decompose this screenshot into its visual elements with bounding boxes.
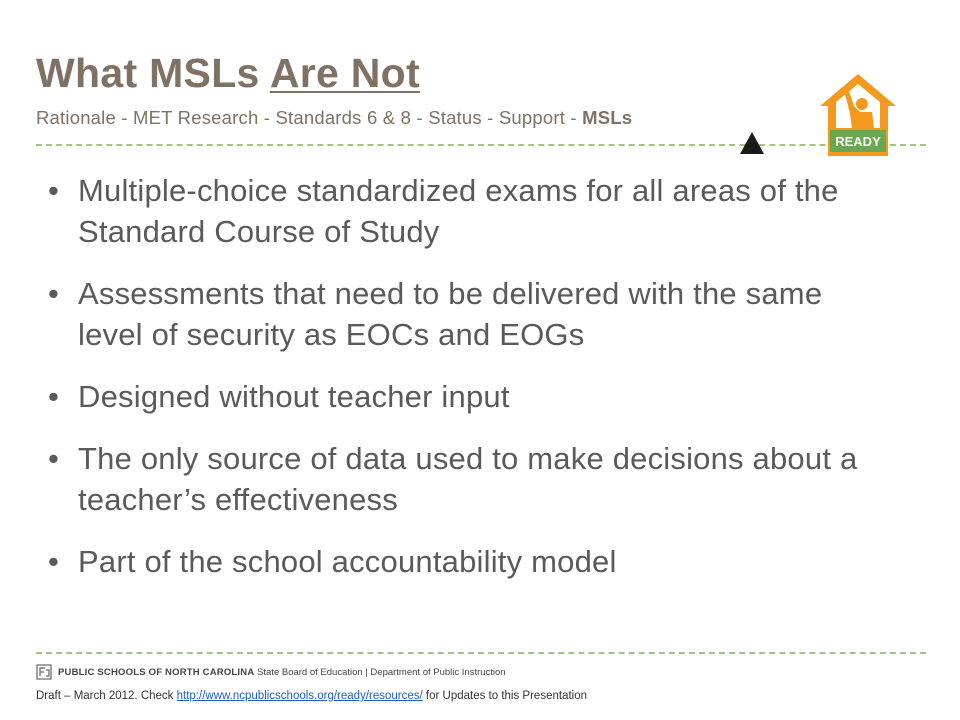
bullet-dot-icon: • bbox=[48, 379, 60, 414]
bullet-text: The only source of data used to make decisions about a teacher’s effectiveness bbox=[78, 441, 858, 517]
title-underlined: Are Not bbox=[269, 50, 420, 96]
bullet-dot-icon: • bbox=[48, 173, 60, 208]
bullet-item bbox=[48, 541, 888, 582]
top-divider bbox=[36, 144, 926, 146]
footer-org-departments: State Board of Education | Department of Public Instruction bbox=[254, 666, 506, 678]
student-head-icon bbox=[856, 98, 868, 110]
footer-org-text bbox=[58, 667, 506, 678]
breadcrumb bbox=[36, 107, 632, 129]
breadcrumb-active: MSLs bbox=[582, 107, 633, 128]
bullet-text: Designed without teacher input bbox=[78, 379, 510, 414]
bullet-dot-icon: • bbox=[48, 544, 60, 579]
draft-notice bbox=[36, 690, 587, 702]
breadcrumb-path: Rationale - MET Research - Standards 6 & 8 - Status - Support - bbox=[36, 107, 583, 128]
bullet-text: Assessments that need to be delivered with the same level of security as EOCs and EOGs bbox=[78, 276, 823, 352]
bullet-item bbox=[48, 170, 888, 252]
bullet-text: Part of the school accountability model bbox=[78, 544, 617, 579]
draft-suffix: for Updates to this Presentation bbox=[422, 690, 588, 702]
bullet-list bbox=[48, 170, 888, 603]
title-prefix: What MSLs bbox=[36, 50, 270, 96]
page-title bbox=[36, 50, 420, 97]
dpi-seal-icon bbox=[36, 664, 52, 680]
bullet-text: Multiple-choice standardized exams for all areas of the Standard Course of Study bbox=[78, 173, 839, 249]
bullet-dot-icon: • bbox=[48, 276, 60, 311]
bullet-item bbox=[48, 438, 888, 520]
footer-organization bbox=[36, 663, 506, 681]
ready-logo bbox=[818, 72, 898, 158]
bullet-dot-icon: • bbox=[48, 441, 60, 476]
footer-org-name: PUBLIC SCHOOLS OF NORTH CAROLINA bbox=[58, 666, 255, 678]
current-section-marker-icon bbox=[740, 132, 764, 154]
resources-link[interactable]: http://www.ncpublicschools.org/ready/resources/ bbox=[176, 690, 423, 702]
draft-prefix: Draft – March 2012. Check bbox=[36, 690, 177, 702]
logo-label: READY bbox=[835, 134, 881, 149]
bullet-item bbox=[48, 273, 888, 355]
bullet-item bbox=[48, 376, 888, 417]
bottom-divider bbox=[36, 652, 926, 654]
